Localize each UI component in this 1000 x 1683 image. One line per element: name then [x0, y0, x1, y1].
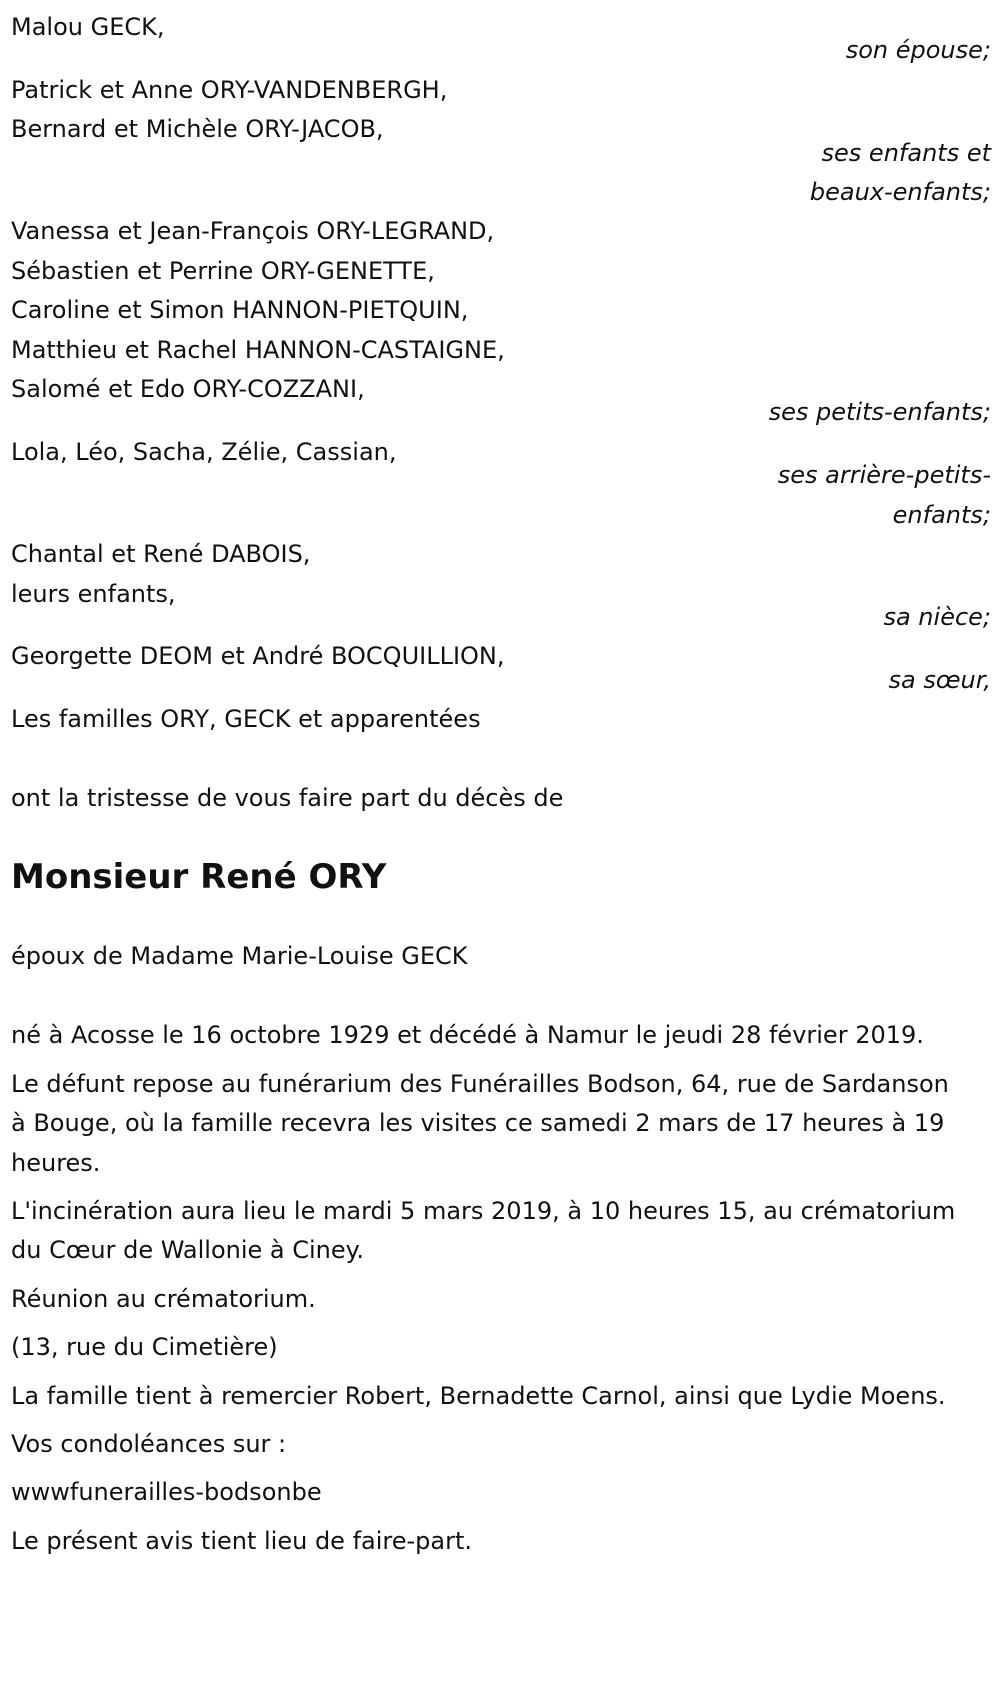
relationship-text: sa nièce;	[883, 602, 991, 631]
relationship-text: ses arrière-petits-enfants;	[777, 461, 991, 529]
families-line: Les familles ORY, GECK et apparentées	[11, 705, 481, 734]
relationship-text: sa sœur,	[888, 665, 991, 694]
family-name-line: Matthieu et Rachel HANNON-CASTAIGNE,	[11, 335, 505, 364]
relationship-text: son épouse;	[845, 36, 991, 65]
family-name-line: Vanessa et Jean-François ORY-LEGRAND,	[11, 217, 495, 246]
family-name-line: Bernard et Michèle ORY-JACOB,	[11, 115, 384, 144]
relationship-text: ses petits-enfants;	[768, 398, 991, 427]
spouse-line: époux de Madame Marie-Louise GECK	[11, 941, 468, 970]
family-name-line: Lola, Léo, Sacha, Zélie, Cassian,	[11, 437, 397, 466]
family-block	[11, 433, 990, 535]
details	[11, 1016, 990, 1561]
detail-paragraph: (13, rue du Cimetière)	[11, 1333, 278, 1362]
family-name-line: Sébastien et Perrine ORY-GENETTE,	[11, 256, 435, 285]
detail-paragraph: Le défunt repose au funérarium des Funérailles Bodson, 64, rue de Sardanson à Bouge, où la famille recevra les visites ce samedi 2 mars de 17 heures à 19 heures.	[11, 1069, 949, 1177]
detail-paragraph: Réunion au crématorium.	[11, 1284, 316, 1313]
detail-paragraph: L'incinération aura lieu le mardi 5 mars 2019, à 10 heures 15, au crématorium du Cœur de Wallonie à Ciney.	[11, 1196, 956, 1265]
family-block	[11, 212, 990, 432]
family-block	[11, 8, 990, 71]
detail-paragraph: Vos condoléances sur :	[11, 1430, 287, 1458]
detail-paragraph: La famille tient à remercier Robert, Bernadette Carnol, ainsi que Lydie Moens.	[11, 1381, 946, 1410]
family-block	[11, 71, 990, 213]
family-name-line: Chantal et René DABOIS,	[11, 540, 311, 569]
family-list	[11, 8, 990, 700]
family-name-line: Malou GECK,	[11, 13, 165, 41]
family-name-line: Caroline et Simon HANNON-PIETQUIN,	[11, 296, 469, 325]
detail-paragraph: wwwfunerailles-bodsonbe	[11, 1478, 322, 1507]
detail-paragraph: Le présent avis tient lieu de faire-part.	[11, 1526, 473, 1555]
family-name-line: leurs enfants,	[11, 579, 176, 608]
announcement-line: ont la tristesse de vous faire part du décès de	[11, 783, 564, 812]
relationship-text: ses enfants et beaux-enfants;	[809, 138, 991, 207]
family-block	[11, 637, 990, 700]
family-name-line: Patrick et Anne ORY-VANDENBERGH,	[11, 75, 448, 104]
family-name-line: Georgette DEOM et André BOCQUILLION,	[11, 642, 505, 671]
family-name-line: Salomé et Edo ORY-COZZANI,	[11, 375, 365, 404]
family-block	[11, 535, 990, 637]
detail-paragraph: né à Acosse le 16 octobre 1929 et décédé à Namur le jeudi 28 février 2019.	[11, 1021, 924, 1050]
deceased-name: Monsieur René ORY	[11, 856, 387, 897]
